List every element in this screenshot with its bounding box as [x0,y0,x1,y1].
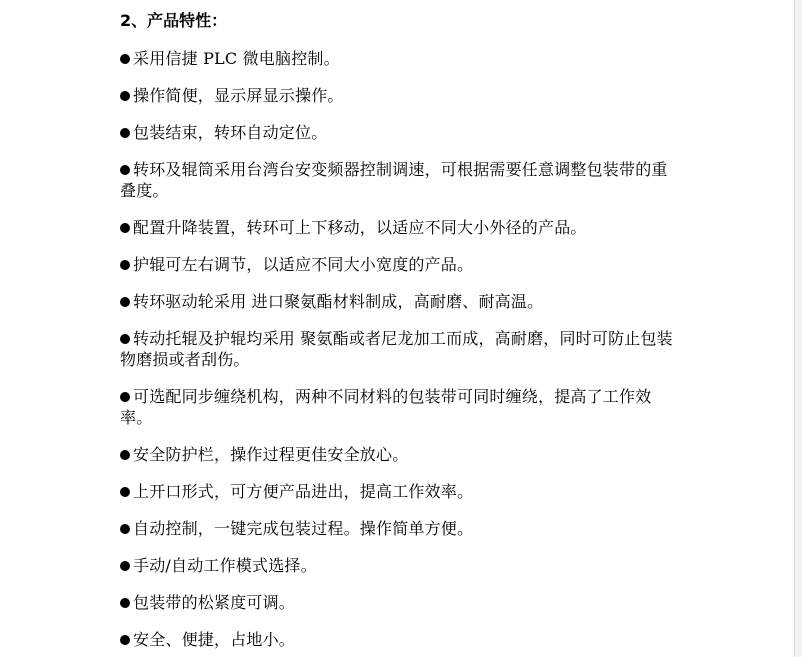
feature-item-auto-positioning [120,122,680,143]
feature-text: 安全、便捷，占地小。 [133,630,296,649]
bullet-icon [120,524,130,534]
feature-text: 安全防护栏，操作过程更佳安全放心。 [133,445,409,464]
page-edge-shadow [795,0,802,657]
bullet-icon [120,392,130,402]
feature-text: 操作简便，显示屏显示操作。 [133,86,344,105]
bullet-icon [120,165,130,175]
bullet-icon [120,334,130,344]
feature-item-easy-operation [120,85,680,106]
feature-text: 配置升降装置，转环可上下移动，以适应不同大小外径的产品。 [133,218,587,237]
bullet-icon [120,598,130,608]
bullet-icon [120,561,130,571]
bullet-icon [120,54,130,64]
feature-text: 可选配同步缠绕机构，两种不同材料的包装带可同时缠绕，提高了工作效率。 [120,387,652,427]
feature-item-mode-select [120,555,680,576]
feature-item-top-opening [120,481,680,502]
feature-text: 转环驱动轮采用 进口聚氨酯材料制成，高耐磨、耐高温。 [133,292,544,311]
feature-item-safety-guard [120,444,680,465]
feature-text: 手动/自动工作模式选择。 [133,556,317,575]
bullet-icon [120,128,130,138]
bullet-icon [120,635,130,645]
feature-item-one-key [120,518,680,539]
feature-text: 包装带的松紧度可调。 [133,593,296,612]
document-content [120,10,680,657]
feature-item-lifting-device [120,217,680,238]
feature-text: 护辊可左右调节，以适应不同大小宽度的产品。 [133,255,474,274]
feature-item-speed-control [120,159,680,201]
feature-item-guard-roller [120,254,680,275]
feature-text: 采用信捷 PLC 微电脑控制。 [133,49,340,68]
feature-item-drive-wheel [120,291,680,312]
bullet-icon [120,91,130,101]
bullet-icon [120,297,130,307]
bullet-icon [120,450,130,460]
bullet-icon [120,487,130,497]
section-heading: 2、产品特性： [120,11,228,30]
feature-text: 包装结束，转环自动定位。 [133,123,328,142]
feature-item-compact [120,629,680,650]
feature-text: 自动控制，一键完成包装过程。操作简单方便。 [133,519,474,538]
feature-text: 转环及辊筒采用台湾台安变频器控制调速，可根据需要任意调整包装带的重叠度。 [120,160,668,200]
feature-item-tension-adjust [120,592,680,613]
feature-item-support-rollers [120,328,680,370]
bullet-icon [120,223,130,233]
feature-text: 上开口形式，可方便产品进出，提高工作效率。 [133,482,474,501]
feature-item-plc-control [120,48,680,69]
feature-item-sync-winding [120,386,680,428]
bullet-icon [120,260,130,270]
feature-text: 转动托辊及护辊均采用 聚氨酯或者尼龙加工而成，高耐磨，同时可防止包装物磨损或者刮伤。 [120,329,673,369]
